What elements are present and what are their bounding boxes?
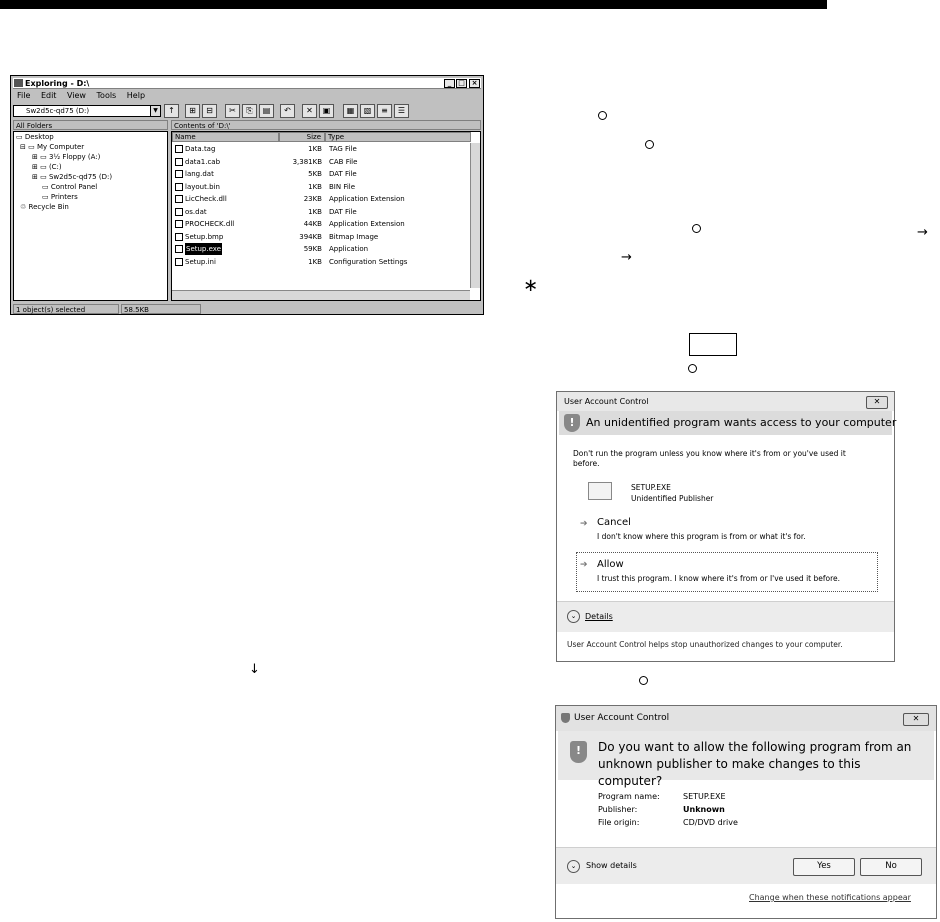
file-size: 1KB [308, 145, 322, 153]
file-name: Data.tag [185, 145, 216, 153]
tree-item-floppy[interactable]: ⊞ ▭ 3½ Floppy (A:) [32, 153, 101, 161]
explorer-title-bar [13, 78, 481, 89]
uac-dialog-vista [556, 391, 895, 662]
file-row[interactable] [172, 243, 471, 255]
map-drive-button[interactable]: ⊞ [185, 104, 200, 118]
left-pane-header: All Folders [13, 120, 168, 130]
uac1-cancel-subtitle: I don't know where this program is from or what it's for. [597, 532, 806, 541]
disconnect-drive-button[interactable]: ⊟ [202, 104, 217, 118]
file-icon [175, 158, 183, 166]
file-row[interactable] [172, 181, 471, 193]
arrow-down-icon: ↓ [249, 662, 260, 677]
column-type[interactable]: Type [325, 132, 471, 142]
uac1-footer: User Account Control helps stop unauthorized changes to your computer. [567, 640, 843, 649]
uac2-header [558, 731, 934, 788]
uac1-close-button[interactable]: ✕ [866, 396, 888, 409]
file-size: 59KB [303, 245, 322, 253]
file-list [171, 131, 481, 301]
up-folder-button[interactable]: ↑ [164, 104, 179, 118]
file-icon [175, 208, 183, 216]
file-name: Setup.ini [185, 257, 216, 266]
file-type: CAB File [329, 157, 358, 166]
menu-view[interactable]: View [66, 91, 86, 100]
file-icon [175, 220, 183, 228]
status-size: 58.5KB [121, 304, 201, 314]
uac1-publisher: Unidentified Publisher [631, 494, 714, 503]
file-type: BIN File [329, 182, 356, 191]
file-name: os.dat [185, 207, 207, 216]
uac1-cancel-title[interactable]: Cancel [597, 517, 631, 528]
uac2-value-origin: CD/DVD drive [683, 818, 738, 827]
uac2-title-bar [556, 706, 936, 731]
right-pane-header: Contents of 'D:\' [171, 120, 481, 130]
file-row[interactable] [172, 156, 471, 168]
uac2-show-details[interactable]: Show details [586, 861, 637, 870]
file-name: Setup.exe [186, 245, 222, 253]
file-icon [175, 258, 183, 266]
uac1-header [559, 411, 897, 435]
file-icon [175, 183, 183, 191]
menu-edit[interactable]: Edit [40, 91, 57, 100]
step-marker [645, 140, 654, 149]
details-view-button[interactable]: ☰ [394, 104, 409, 118]
status-bar [13, 304, 481, 314]
file-name: layout.bin [185, 182, 220, 191]
uac1-details-bar [557, 601, 894, 632]
explorer-title: Exploring - D:\ [25, 79, 90, 88]
uac1-title-bar [557, 392, 894, 411]
asterisk-note-marker: ∗ [523, 275, 539, 296]
step-marker [598, 111, 607, 120]
uac1-title: User Account Control [564, 397, 649, 406]
shield-warning-icon: ! [570, 741, 587, 763]
paste-button[interactable]: ▤ [259, 104, 274, 118]
shield-warning-icon: ! [564, 414, 580, 432]
file-type: DAT File [329, 207, 357, 216]
file-type: Bitmap Image [329, 232, 379, 241]
file-type: Application Extension [329, 220, 405, 228]
column-size[interactable]: Size [279, 132, 325, 142]
file-name: lang.dat [185, 170, 214, 178]
uac2-labels [598, 790, 660, 829]
yes-button[interactable]: Yes [793, 858, 855, 876]
file-type: Application [329, 245, 369, 253]
tree-item-desktop[interactable]: ▭ Desktop [16, 133, 54, 141]
small-icons-button[interactable]: ▧ [360, 104, 375, 118]
file-size: 1KB [308, 257, 322, 266]
file-size: 3,381KB [292, 157, 322, 166]
uac2-button-bar [556, 847, 936, 884]
file-row[interactable] [172, 218, 471, 230]
file-icon [175, 195, 183, 203]
uac-dialog-win7 [555, 705, 937, 919]
uac1-program-name: SETUP.EXE [631, 483, 671, 492]
uac2-label-program: Program name: [598, 792, 660, 801]
folder-tree [13, 131, 168, 301]
uac2-value-publisher: Unknown [683, 805, 725, 814]
program-icon [588, 482, 612, 500]
uac1-allow-option[interactable] [576, 552, 878, 592]
uac1-heading: An unidentified program wants access to your computer [586, 416, 897, 429]
delete-button[interactable]: ✕ [302, 104, 317, 118]
file-icon [175, 145, 183, 153]
list-view-button[interactable]: ≡ [377, 104, 392, 118]
file-type: Application Extension [329, 195, 405, 203]
file-size: 1KB [308, 207, 322, 216]
file-size: 1KB [308, 182, 322, 191]
menu-tools[interactable]: Tools [96, 91, 117, 100]
file-type: DAT File [329, 170, 357, 178]
tree-item-printers[interactable]: ▭ Printers [42, 193, 78, 201]
cut-button[interactable]: ✂ [225, 104, 240, 118]
tree-item-recycle-bin[interactable]: ♲ Recycle Bin [20, 203, 69, 211]
file-row[interactable] [172, 256, 471, 268]
arrow-right-icon: → [621, 250, 632, 265]
uac2-title: User Account Control [574, 713, 670, 723]
horizontal-scrollbar[interactable] [172, 290, 470, 300]
uac2-label-publisher: Publisher: [598, 805, 638, 814]
vertical-scrollbar[interactable] [470, 143, 480, 288]
chevron-down-icon[interactable]: ⌄ [567, 860, 580, 873]
explorer-window [10, 75, 484, 315]
file-size: 5KB [308, 170, 322, 178]
tree-item-control-panel[interactable]: ▭ Control Panel [42, 183, 98, 191]
uac2-notification-settings-link[interactable]: Change when these notifications appear [749, 893, 911, 902]
file-icon [175, 233, 183, 241]
chevron-down-icon[interactable]: ⌄ [567, 610, 580, 623]
drive-select[interactable] [13, 105, 161, 117]
page-top-rule [0, 0, 827, 9]
tree-item-d-drive[interactable]: ⊞ ▭ Sw2d5c-qd75 (D:) [32, 173, 113, 181]
uac2-value-program: SETUP.EXE [683, 792, 726, 801]
file-row[interactable] [172, 168, 471, 180]
tree-item-my-computer[interactable]: ⊟ ▭ My Computer [20, 143, 85, 151]
step-marker [692, 224, 701, 233]
shield-icon [561, 713, 570, 723]
uac2-values [683, 790, 738, 829]
file-size: 23KB [303, 195, 322, 203]
uac1-details-link[interactable]: Details [585, 612, 613, 621]
status-selection: 1 object(s) selected [13, 304, 119, 314]
menu-help[interactable]: Help [126, 91, 146, 100]
properties-button[interactable]: ▣ [319, 104, 334, 118]
large-icons-button[interactable]: ▦ [343, 104, 358, 118]
uac1-program-info [631, 482, 713, 504]
step-marker [688, 364, 697, 373]
file-row[interactable] [172, 143, 471, 155]
explorer-toolbar [13, 103, 481, 120]
file-type: Configuration Settings [329, 257, 408, 266]
tree-item-c-drive[interactable]: ⊞ ▭ (C:) [32, 163, 62, 171]
file-size: 44KB [303, 220, 322, 228]
drive-select-value: Sw2d5c-qd75 (D:) [26, 107, 90, 115]
copy-button[interactable]: ⎘ [242, 104, 257, 118]
file-type: TAG File [329, 145, 357, 153]
file-name: Setup.bmp [185, 232, 224, 241]
file-name: PROCHECK.dll [185, 220, 235, 228]
step-marker [639, 676, 648, 685]
explorer-menu-bar [13, 91, 149, 101]
arrow-right-icon: ➔ [580, 519, 588, 529]
file-name: data1.cab [185, 157, 221, 166]
no-button[interactable]: No [860, 858, 922, 876]
file-icon [175, 170, 183, 178]
chevron-down-icon[interactable]: ▼ [150, 106, 160, 116]
arrow-right-icon: ➔ [580, 560, 588, 570]
file-row[interactable] [172, 206, 471, 218]
column-name[interactable]: Name [172, 132, 279, 142]
file-size: 394KB [299, 232, 322, 241]
uac1-warning-text: Don't run the program unless you know where it's from or you've used it before. [573, 449, 846, 468]
uac1-allow-subtitle: I trust this program. I know where it's from or I've used it before. [597, 574, 841, 583]
explorer-app-icon [14, 79, 23, 87]
file-row[interactable] [172, 193, 471, 205]
close-button[interactable]: × [469, 79, 480, 88]
maximize-button[interactable]: □ [456, 79, 467, 88]
minimize-button[interactable]: _ [444, 79, 455, 88]
undo-button[interactable]: ↶ [280, 104, 295, 118]
uac2-label-origin: File origin: [598, 818, 640, 827]
uac1-allow-title[interactable]: Allow [597, 559, 624, 570]
file-row[interactable] [172, 231, 471, 243]
arrow-right-icon: → [917, 225, 928, 240]
key-box [689, 333, 737, 356]
uac2-close-button[interactable]: ✕ [903, 713, 929, 726]
menu-file[interactable]: File [17, 91, 31, 100]
file-icon [175, 245, 183, 253]
file-name: LicCheck.dll [185, 195, 227, 203]
uac2-heading: Do you want to allow the following program from an unknown publisher to make changes to this computer? [598, 740, 912, 788]
